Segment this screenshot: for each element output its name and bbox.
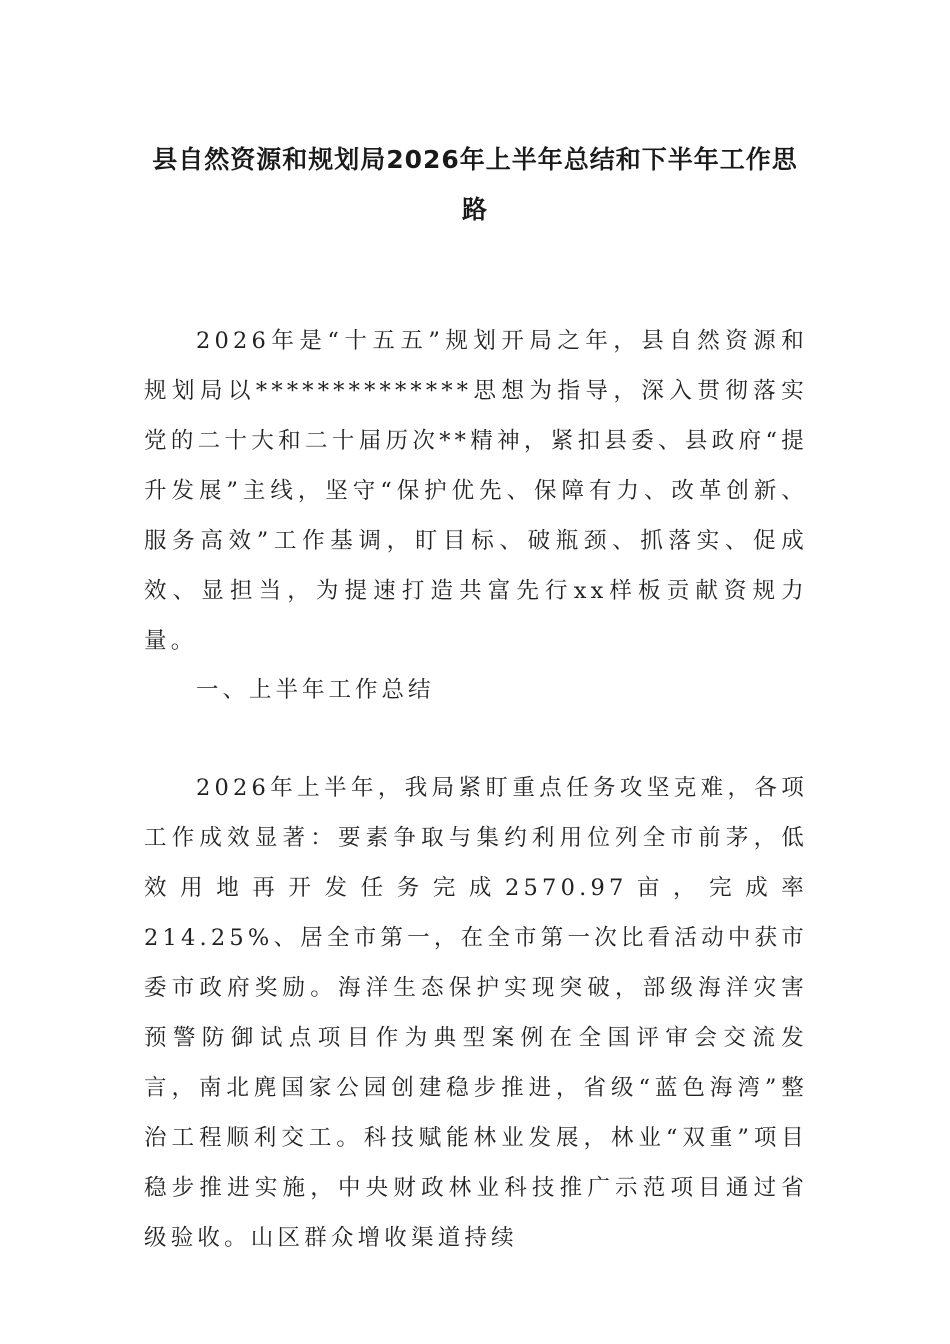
section-heading: 一、上半年工作总结: [196, 677, 435, 703]
document-title: 县自然资源和规划局2026年上半年总结和下半年工作思路: [152, 144, 798, 224]
section-paragraph: 2026年上半年，我局紧盯重点任务攻坚克难，各项工作成效显著：要素争取与集约利用位列全市前茅，低效用地再开发任务完成2570.97亩，完成率214.25%、居全市第一，在全市第一次比看活动中获市委市政府奖励。海洋生态保护实现突破，部级海洋灾害预警防御试点项目作为典型案例在全国评审会交流发言，南北麂国家公园创建稳步推进，省级“蓝色海湾”整治工程顺利交工。科技赋能林业发展，林业“双重”项目稳步推进实施，中央财政林业科技推广示范项目通过省级验收。山区群众增收渠道持续: [144, 775, 808, 1251]
intro-paragraph: 2026年是“十五五”规划开局之年，县自然资源和规划局以**************思想为指导，深入贯彻落实党的二十大和二十届历次**精神，紧扣县委、县政府“提升发展”主线，坚守“保护优先、保障有力、改革创新、服务高效”工作基调，盯目标、破瓶颈、抓落实、促成效、显担当，为提速打造共富先行xx样板贡献资规力量。: [144, 328, 808, 654]
